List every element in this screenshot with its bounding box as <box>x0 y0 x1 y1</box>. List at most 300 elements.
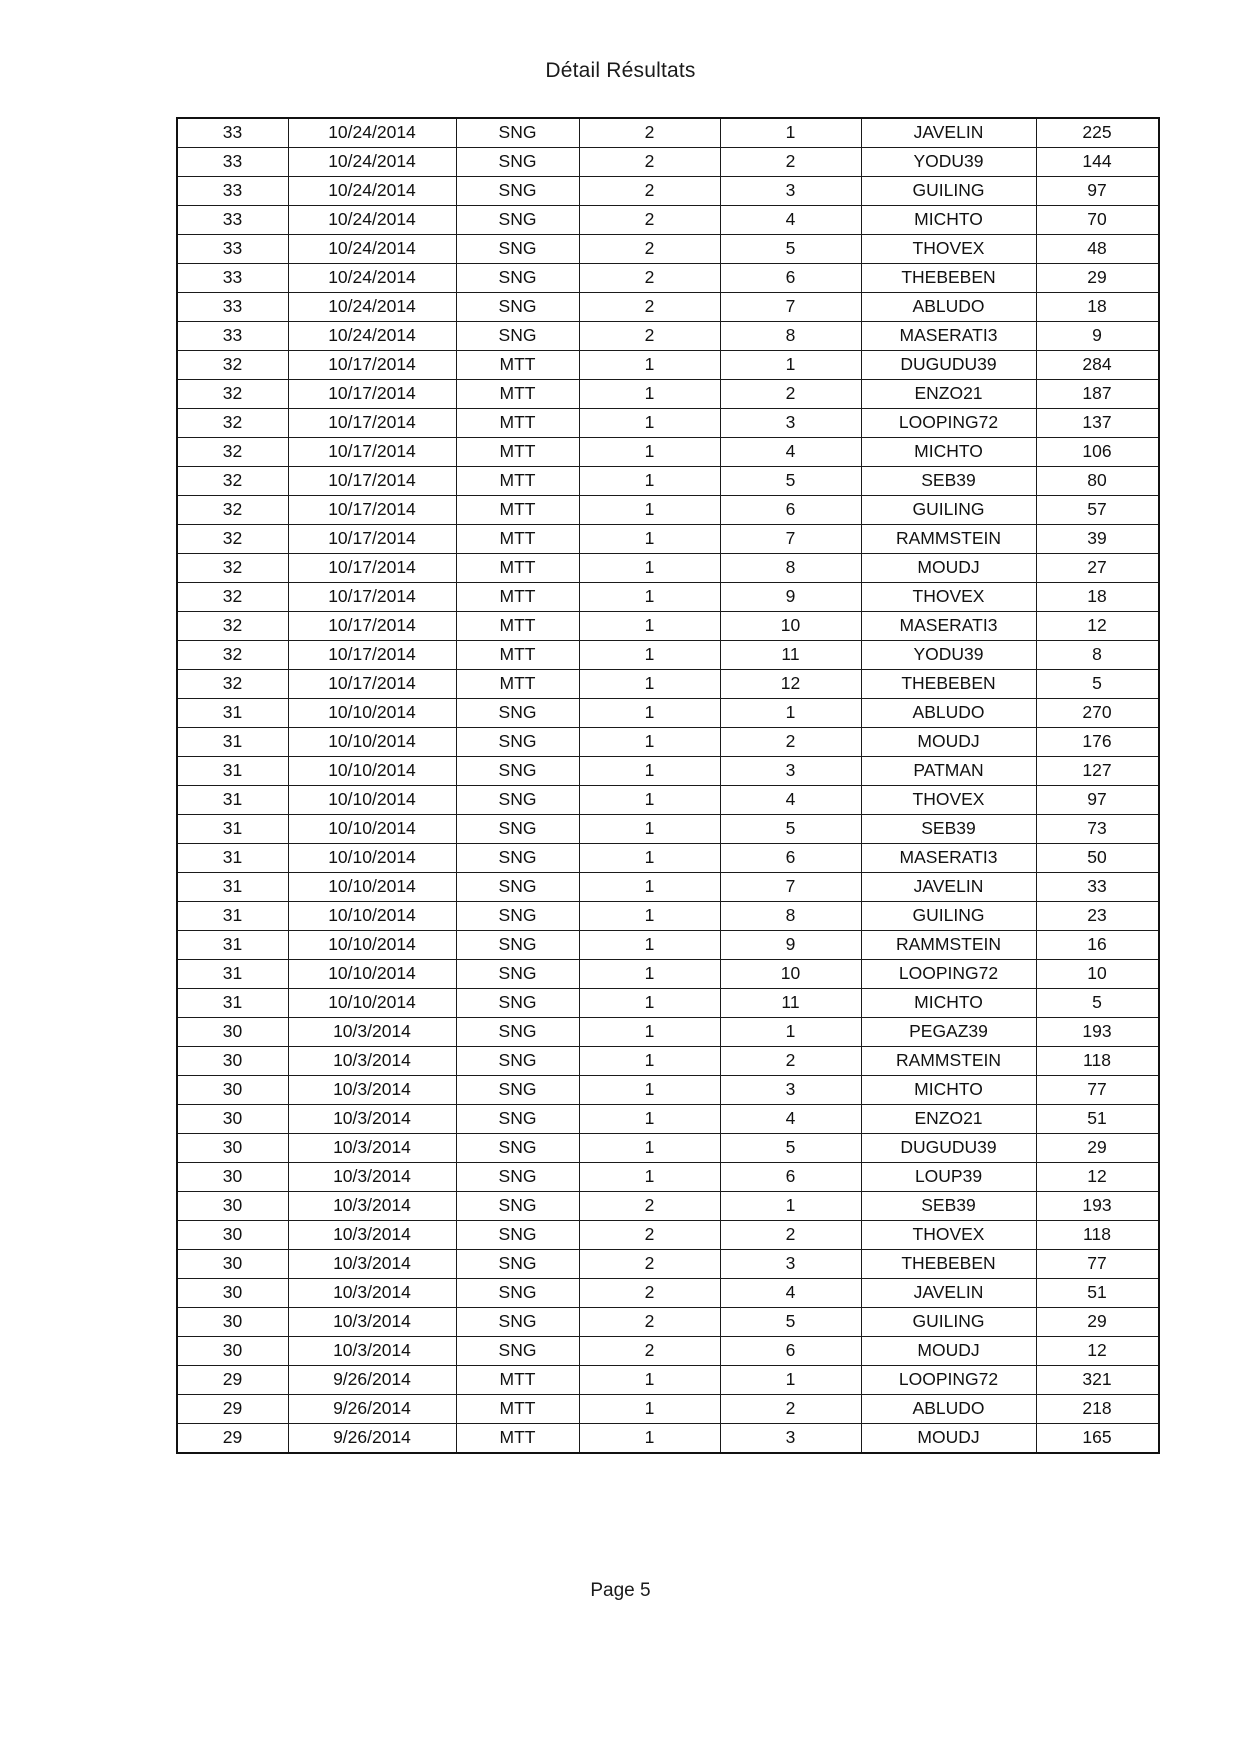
cell-date: 10/17/2014 <box>288 351 456 380</box>
cell-type: SNG <box>456 699 579 728</box>
cell-type: MTT <box>456 467 579 496</box>
cell-type: SNG <box>456 206 579 235</box>
table-row <box>177 699 1159 728</box>
table-row <box>177 322 1159 351</box>
table-row <box>177 1192 1159 1221</box>
cell-points: 77 <box>1036 1076 1159 1105</box>
cell-type: MTT <box>456 612 579 641</box>
cell-type: MTT <box>456 641 579 670</box>
cell-points: 51 <box>1036 1279 1159 1308</box>
cell-type: MTT <box>456 1424 579 1454</box>
cell-player: THEBEBEN <box>861 1250 1036 1279</box>
cell-date: 10/3/2014 <box>288 1192 456 1221</box>
cell-date: 10/17/2014 <box>288 496 456 525</box>
table-row <box>177 583 1159 612</box>
table-row <box>177 235 1159 264</box>
cell-type: SNG <box>456 844 579 873</box>
cell-season: 32 <box>177 467 289 496</box>
cell-season: 33 <box>177 322 289 351</box>
cell-table: 1 <box>579 844 720 873</box>
cell-place: 8 <box>720 322 861 351</box>
cell-table: 2 <box>579 177 720 206</box>
cell-place: 2 <box>720 1395 861 1424</box>
cell-player: THOVEX <box>861 786 1036 815</box>
cell-table: 1 <box>579 931 720 960</box>
cell-player: SEB39 <box>861 1192 1036 1221</box>
table-row <box>177 1018 1159 1047</box>
cell-type: SNG <box>456 235 579 264</box>
cell-place: 4 <box>720 1105 861 1134</box>
cell-points: 12 <box>1036 1163 1159 1192</box>
cell-type: MTT <box>456 380 579 409</box>
cell-place: 5 <box>720 815 861 844</box>
cell-points: 50 <box>1036 844 1159 873</box>
table-row <box>177 960 1159 989</box>
cell-player: YODU39 <box>861 641 1036 670</box>
table-row <box>177 177 1159 206</box>
cell-points: 10 <box>1036 960 1159 989</box>
cell-date: 10/17/2014 <box>288 438 456 467</box>
cell-place: 2 <box>720 148 861 177</box>
cell-date: 10/24/2014 <box>288 322 456 351</box>
cell-table: 1 <box>579 554 720 583</box>
cell-table: 2 <box>579 148 720 177</box>
cell-season: 30 <box>177 1047 289 1076</box>
cell-player: LOUP39 <box>861 1163 1036 1192</box>
cell-place: 7 <box>720 873 861 902</box>
cell-type: SNG <box>456 728 579 757</box>
cell-season: 31 <box>177 873 289 902</box>
cell-date: 10/3/2014 <box>288 1047 456 1076</box>
cell-player: JAVELIN <box>861 1279 1036 1308</box>
cell-place: 4 <box>720 438 861 467</box>
cell-type: SNG <box>456 902 579 931</box>
cell-date: 10/24/2014 <box>288 118 456 148</box>
cell-points: 218 <box>1036 1395 1159 1424</box>
cell-table: 1 <box>579 351 720 380</box>
cell-table: 1 <box>579 438 720 467</box>
cell-type: MTT <box>456 525 579 554</box>
cell-player: THOVEX <box>861 583 1036 612</box>
table-row <box>177 641 1159 670</box>
cell-player: MASERATI3 <box>861 322 1036 351</box>
cell-place: 2 <box>720 1047 861 1076</box>
cell-type: SNG <box>456 931 579 960</box>
cell-player: LOOPING72 <box>861 409 1036 438</box>
cell-season: 33 <box>177 206 289 235</box>
cell-season: 30 <box>177 1076 289 1105</box>
cell-player: ENZO21 <box>861 380 1036 409</box>
cell-points: 16 <box>1036 931 1159 960</box>
cell-type: SNG <box>456 1134 579 1163</box>
cell-points: 29 <box>1036 264 1159 293</box>
cell-season: 32 <box>177 670 289 699</box>
cell-player: RAMMSTEIN <box>861 525 1036 554</box>
cell-season: 30 <box>177 1163 289 1192</box>
cell-place: 5 <box>720 1308 861 1337</box>
table-row <box>177 670 1159 699</box>
cell-date: 10/17/2014 <box>288 583 456 612</box>
cell-points: 176 <box>1036 728 1159 757</box>
cell-points: 97 <box>1036 177 1159 206</box>
cell-points: 18 <box>1036 293 1159 322</box>
cell-type: MTT <box>456 670 579 699</box>
cell-player: RAMMSTEIN <box>861 1047 1036 1076</box>
cell-place: 3 <box>720 409 861 438</box>
cell-player: ENZO21 <box>861 1105 1036 1134</box>
cell-points: 321 <box>1036 1366 1159 1395</box>
table-row <box>177 728 1159 757</box>
cell-type: SNG <box>456 1192 579 1221</box>
cell-points: 97 <box>1036 786 1159 815</box>
table-row <box>177 1250 1159 1279</box>
cell-season: 31 <box>177 960 289 989</box>
cell-date: 10/3/2014 <box>288 1250 456 1279</box>
cell-type: SNG <box>456 989 579 1018</box>
cell-season: 30 <box>177 1018 289 1047</box>
cell-type: SNG <box>456 1337 579 1366</box>
cell-type: SNG <box>456 1279 579 1308</box>
cell-type: SNG <box>456 1163 579 1192</box>
cell-date: 10/10/2014 <box>288 815 456 844</box>
cell-season: 31 <box>177 728 289 757</box>
table-row <box>177 148 1159 177</box>
cell-table: 1 <box>579 873 720 902</box>
cell-type: MTT <box>456 496 579 525</box>
cell-player: SEB39 <box>861 467 1036 496</box>
results-table <box>176 117 1160 1454</box>
cell-date: 10/3/2014 <box>288 1308 456 1337</box>
cell-table: 1 <box>579 1076 720 1105</box>
cell-date: 10/17/2014 <box>288 467 456 496</box>
table-row <box>177 1395 1159 1424</box>
cell-type: SNG <box>456 177 579 206</box>
table-row <box>177 1279 1159 1308</box>
cell-place: 4 <box>720 1279 861 1308</box>
cell-points: 106 <box>1036 438 1159 467</box>
cell-table: 1 <box>579 902 720 931</box>
cell-season: 30 <box>177 1250 289 1279</box>
cell-season: 30 <box>177 1192 289 1221</box>
cell-points: 57 <box>1036 496 1159 525</box>
cell-type: MTT <box>456 351 579 380</box>
cell-season: 30 <box>177 1308 289 1337</box>
cell-place: 8 <box>720 902 861 931</box>
cell-points: 51 <box>1036 1105 1159 1134</box>
cell-season: 31 <box>177 902 289 931</box>
cell-table: 1 <box>579 670 720 699</box>
cell-player: DUGUDU39 <box>861 1134 1036 1163</box>
cell-player: LOOPING72 <box>861 960 1036 989</box>
table-row <box>177 902 1159 931</box>
cell-type: SNG <box>456 757 579 786</box>
cell-date: 10/17/2014 <box>288 554 456 583</box>
results-table-body <box>177 118 1159 1453</box>
cell-type: SNG <box>456 1018 579 1047</box>
cell-table: 1 <box>579 583 720 612</box>
cell-table: 2 <box>579 206 720 235</box>
cell-type: SNG <box>456 293 579 322</box>
cell-player: DUGUDU39 <box>861 351 1036 380</box>
cell-season: 30 <box>177 1279 289 1308</box>
cell-date: 10/24/2014 <box>288 293 456 322</box>
cell-points: 225 <box>1036 118 1159 148</box>
table-row <box>177 989 1159 1018</box>
cell-player: GUILING <box>861 177 1036 206</box>
cell-season: 31 <box>177 844 289 873</box>
cell-points: 39 <box>1036 525 1159 554</box>
cell-type: MTT <box>456 1395 579 1424</box>
cell-player: ABLUDO <box>861 699 1036 728</box>
cell-points: 77 <box>1036 1250 1159 1279</box>
cell-table: 1 <box>579 786 720 815</box>
cell-place: 6 <box>720 1163 861 1192</box>
cell-date: 10/24/2014 <box>288 264 456 293</box>
cell-date: 10/17/2014 <box>288 612 456 641</box>
cell-player: ABLUDO <box>861 1395 1036 1424</box>
cell-season: 33 <box>177 148 289 177</box>
cell-date: 10/17/2014 <box>288 525 456 554</box>
cell-place: 4 <box>720 206 861 235</box>
cell-date: 10/3/2014 <box>288 1337 456 1366</box>
cell-place: 3 <box>720 1424 861 1454</box>
cell-season: 32 <box>177 583 289 612</box>
cell-player: YODU39 <box>861 148 1036 177</box>
cell-date: 10/10/2014 <box>288 873 456 902</box>
cell-type: MTT <box>456 409 579 438</box>
cell-table: 1 <box>579 525 720 554</box>
cell-table: 2 <box>579 235 720 264</box>
cell-place: 1 <box>720 118 861 148</box>
cell-place: 3 <box>720 177 861 206</box>
cell-place: 10 <box>720 960 861 989</box>
table-row <box>177 467 1159 496</box>
cell-place: 1 <box>720 351 861 380</box>
cell-date: 10/3/2014 <box>288 1105 456 1134</box>
cell-table: 1 <box>579 1424 720 1454</box>
cell-season: 32 <box>177 409 289 438</box>
cell-place: 3 <box>720 1076 861 1105</box>
cell-place: 3 <box>720 1250 861 1279</box>
cell-table: 1 <box>579 612 720 641</box>
cell-place: 10 <box>720 612 861 641</box>
cell-player: ABLUDO <box>861 293 1036 322</box>
cell-date: 9/26/2014 <box>288 1424 456 1454</box>
cell-table: 2 <box>579 293 720 322</box>
cell-date: 10/24/2014 <box>288 148 456 177</box>
cell-place: 3 <box>720 757 861 786</box>
cell-points: 27 <box>1036 554 1159 583</box>
cell-table: 2 <box>579 1308 720 1337</box>
cell-player: THOVEX <box>861 1221 1036 1250</box>
cell-points: 118 <box>1036 1221 1159 1250</box>
cell-points: 284 <box>1036 351 1159 380</box>
cell-date: 10/24/2014 <box>288 177 456 206</box>
cell-date: 10/10/2014 <box>288 757 456 786</box>
cell-season: 32 <box>177 496 289 525</box>
cell-player: GUILING <box>861 1308 1036 1337</box>
table-row <box>177 931 1159 960</box>
cell-season: 30 <box>177 1337 289 1366</box>
cell-season: 30 <box>177 1221 289 1250</box>
cell-type: MTT <box>456 438 579 467</box>
cell-type: SNG <box>456 118 579 148</box>
table-row <box>177 1308 1159 1337</box>
cell-season: 32 <box>177 351 289 380</box>
cell-place: 4 <box>720 786 861 815</box>
cell-points: 8 <box>1036 641 1159 670</box>
cell-player: THEBEBEN <box>861 670 1036 699</box>
cell-player: MOUDJ <box>861 1424 1036 1454</box>
cell-points: 193 <box>1036 1018 1159 1047</box>
cell-place: 2 <box>720 728 861 757</box>
cell-type: MTT <box>456 583 579 612</box>
cell-season: 30 <box>177 1105 289 1134</box>
table-row <box>177 1366 1159 1395</box>
cell-place: 7 <box>720 525 861 554</box>
cell-date: 10/10/2014 <box>288 786 456 815</box>
cell-place: 1 <box>720 699 861 728</box>
cell-place: 6 <box>720 496 861 525</box>
cell-season: 32 <box>177 612 289 641</box>
cell-place: 1 <box>720 1366 861 1395</box>
cell-player: MICHTO <box>861 206 1036 235</box>
cell-player: MICHTO <box>861 1076 1036 1105</box>
cell-player: MOUDJ <box>861 554 1036 583</box>
cell-table: 1 <box>579 757 720 786</box>
cell-points: 29 <box>1036 1134 1159 1163</box>
cell-player: PATMAN <box>861 757 1036 786</box>
cell-player: THEBEBEN <box>861 264 1036 293</box>
cell-season: 31 <box>177 699 289 728</box>
cell-table: 1 <box>579 699 720 728</box>
table-row <box>177 496 1159 525</box>
cell-table: 1 <box>579 641 720 670</box>
cell-date: 10/10/2014 <box>288 844 456 873</box>
cell-points: 73 <box>1036 815 1159 844</box>
cell-place: 1 <box>720 1018 861 1047</box>
cell-type: SNG <box>456 1076 579 1105</box>
cell-table: 1 <box>579 960 720 989</box>
table-row <box>177 1424 1159 1454</box>
cell-table: 1 <box>579 409 720 438</box>
cell-points: 33 <box>1036 873 1159 902</box>
cell-place: 6 <box>720 1337 861 1366</box>
cell-table: 1 <box>579 380 720 409</box>
cell-player: PEGAZ39 <box>861 1018 1036 1047</box>
cell-points: 187 <box>1036 380 1159 409</box>
cell-points: 193 <box>1036 1192 1159 1221</box>
cell-place: 12 <box>720 670 861 699</box>
cell-type: SNG <box>456 148 579 177</box>
cell-table: 1 <box>579 1366 720 1395</box>
cell-table: 2 <box>579 1337 720 1366</box>
table-row <box>177 1337 1159 1366</box>
cell-date: 9/26/2014 <box>288 1366 456 1395</box>
cell-season: 32 <box>177 641 289 670</box>
cell-date: 10/17/2014 <box>288 641 456 670</box>
table-row <box>177 438 1159 467</box>
cell-season: 29 <box>177 1424 289 1454</box>
cell-table: 2 <box>579 118 720 148</box>
cell-table: 2 <box>579 322 720 351</box>
cell-season: 32 <box>177 554 289 583</box>
cell-player: MASERATI3 <box>861 844 1036 873</box>
cell-type: SNG <box>456 786 579 815</box>
cell-season: 32 <box>177 380 289 409</box>
cell-season: 32 <box>177 438 289 467</box>
cell-place: 7 <box>720 293 861 322</box>
cell-place: 2 <box>720 380 861 409</box>
cell-points: 18 <box>1036 583 1159 612</box>
table-row <box>177 351 1159 380</box>
cell-date: 10/17/2014 <box>288 380 456 409</box>
table-row <box>177 1221 1159 1250</box>
table-row <box>177 409 1159 438</box>
cell-place: 6 <box>720 264 861 293</box>
cell-place: 5 <box>720 467 861 496</box>
cell-player: MICHTO <box>861 989 1036 1018</box>
cell-type: SNG <box>456 1047 579 1076</box>
cell-season: 33 <box>177 118 289 148</box>
table-row <box>177 1047 1159 1076</box>
cell-table: 2 <box>579 1221 720 1250</box>
cell-season: 31 <box>177 815 289 844</box>
cell-table: 2 <box>579 1192 720 1221</box>
table-row <box>177 873 1159 902</box>
table-row <box>177 118 1159 148</box>
cell-type: SNG <box>456 264 579 293</box>
cell-type: MTT <box>456 1366 579 1395</box>
cell-type: SNG <box>456 1308 579 1337</box>
cell-points: 23 <box>1036 902 1159 931</box>
cell-place: 2 <box>720 1221 861 1250</box>
cell-table: 2 <box>579 264 720 293</box>
cell-place: 11 <box>720 641 861 670</box>
cell-points: 9 <box>1036 322 1159 351</box>
cell-points: 165 <box>1036 1424 1159 1454</box>
cell-season: 31 <box>177 757 289 786</box>
table-row <box>177 1163 1159 1192</box>
cell-place: 9 <box>720 583 861 612</box>
cell-table: 1 <box>579 1105 720 1134</box>
cell-table: 1 <box>579 989 720 1018</box>
cell-season: 30 <box>177 1134 289 1163</box>
cell-table: 2 <box>579 1250 720 1279</box>
cell-points: 118 <box>1036 1047 1159 1076</box>
cell-date: 10/3/2014 <box>288 1279 456 1308</box>
cell-place: 5 <box>720 235 861 264</box>
cell-date: 10/10/2014 <box>288 728 456 757</box>
table-row <box>177 525 1159 554</box>
cell-points: 5 <box>1036 670 1159 699</box>
cell-type: SNG <box>456 873 579 902</box>
cell-season: 29 <box>177 1395 289 1424</box>
cell-table: 1 <box>579 1018 720 1047</box>
page-title: Détail Résultats <box>545 59 696 82</box>
cell-date: 10/10/2014 <box>288 902 456 931</box>
cell-place: 8 <box>720 554 861 583</box>
cell-date: 10/3/2014 <box>288 1134 456 1163</box>
cell-points: 70 <box>1036 206 1159 235</box>
cell-date: 10/10/2014 <box>288 960 456 989</box>
cell-place: 1 <box>720 1192 861 1221</box>
cell-player: THOVEX <box>861 235 1036 264</box>
cell-season: 31 <box>177 786 289 815</box>
cell-points: 48 <box>1036 235 1159 264</box>
cell-date: 10/17/2014 <box>288 670 456 699</box>
table-row <box>177 554 1159 583</box>
